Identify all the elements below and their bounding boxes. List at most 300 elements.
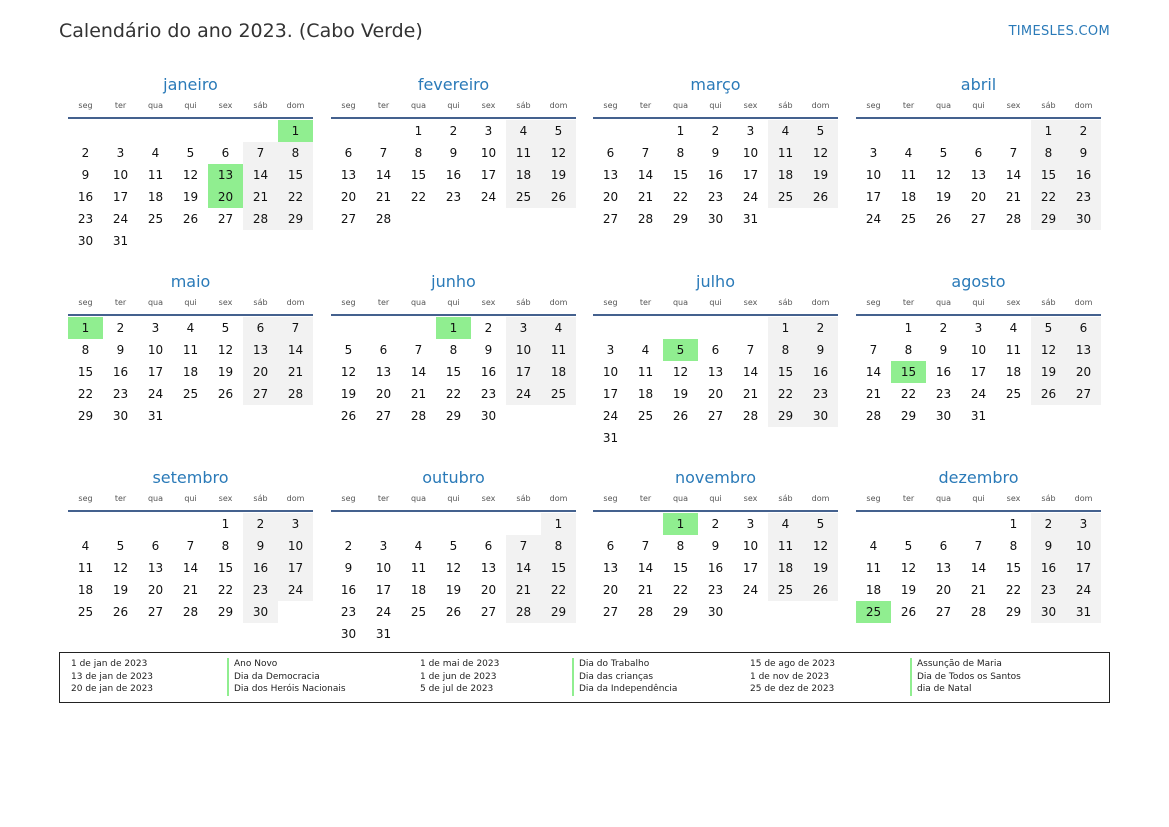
- weekday-label: qua: [147, 298, 164, 307]
- day-cell: 29: [278, 208, 313, 230]
- day-cell: 25: [506, 186, 541, 208]
- day-cell: 11: [506, 142, 541, 164]
- day-cell: 12: [1031, 339, 1066, 361]
- day-cell: 3: [746, 124, 755, 138]
- day-cell: 7: [186, 539, 195, 553]
- day-cell: 16: [1031, 557, 1066, 579]
- day-cell: 24: [112, 212, 129, 226]
- day-cell: 7: [1009, 146, 1018, 160]
- day-cell: 22: [1005, 583, 1022, 597]
- weekday-label: ter: [114, 101, 127, 110]
- day-cell-empty: [628, 317, 663, 339]
- day-cell: 22: [217, 583, 234, 597]
- day-cell: 21: [637, 583, 654, 597]
- day-cell: 27: [375, 409, 392, 423]
- legend-date: 15 de ago de 2023: [750, 659, 836, 669]
- day-cell: 23: [445, 190, 462, 204]
- day-cell: 27: [707, 409, 724, 423]
- day-cell: 20: [375, 387, 392, 401]
- day-cell: 3: [484, 124, 493, 138]
- day-cell: 18: [541, 361, 576, 383]
- day-cell-empty: [593, 513, 628, 535]
- day-cell: 20: [970, 190, 987, 204]
- day-cell: 5: [939, 146, 948, 160]
- weekday-label: dom: [811, 101, 830, 110]
- brand-link[interactable]: TIMESLES.COM: [1008, 24, 1110, 39]
- weekday-label: seg: [603, 298, 618, 307]
- day-cell-empty: [593, 317, 628, 339]
- day-cell: 23: [935, 387, 952, 401]
- day-cell: 1: [768, 317, 803, 339]
- month-name: setembro: [152, 468, 229, 487]
- day-cell: 11: [637, 365, 654, 379]
- legend-holiday-name: Dia da Independência: [572, 683, 677, 696]
- day-cell: 11: [768, 142, 803, 164]
- weekday-label: dom: [1074, 101, 1093, 110]
- legend-date: 1 de jun de 2023: [420, 671, 497, 682]
- day-cell: 10: [506, 339, 541, 361]
- weekday-label: qua: [935, 298, 952, 307]
- day-cell: 19: [541, 164, 576, 186]
- day-cell: 24: [1066, 579, 1101, 601]
- day-cell: 19: [340, 387, 357, 401]
- day-cell: 10: [480, 146, 497, 160]
- day-cell: 28: [865, 409, 882, 423]
- day-cell-empty: [856, 513, 891, 535]
- day-cell: 7: [869, 343, 878, 357]
- day-cell: 15: [278, 164, 313, 186]
- day-cell: 30: [1031, 601, 1066, 623]
- month-outubro: [331, 467, 576, 645]
- day-cell-empty: [506, 513, 541, 535]
- day-cell: 13: [147, 561, 164, 575]
- weekday-label: seg: [78, 494, 93, 503]
- day-cell-empty: [961, 120, 996, 142]
- month-janeiro: [68, 74, 313, 252]
- day-cell: 24: [970, 387, 987, 401]
- day-cell: 14: [182, 561, 199, 575]
- day-cell: 15: [768, 361, 803, 383]
- day-cell: 12: [340, 365, 357, 379]
- day-cell: 18: [77, 583, 94, 597]
- day-cell: 6: [1066, 317, 1101, 339]
- day-cell: 20: [147, 583, 164, 597]
- day-cell: 12: [803, 535, 838, 557]
- day-cell: 29: [217, 605, 234, 619]
- day-cell: 12: [935, 168, 952, 182]
- day-cell: 2: [484, 321, 493, 335]
- day-cell-empty: [926, 513, 961, 535]
- day-cell: 2: [243, 513, 278, 535]
- weekday-label: ter: [902, 494, 915, 503]
- day-cell: 16: [707, 561, 724, 575]
- weekday-label: dom: [286, 298, 305, 307]
- weekday-header: [331, 491, 576, 509]
- month-divider: [68, 510, 313, 512]
- weekday-label: seg: [603, 494, 618, 503]
- day-cell: 19: [803, 164, 838, 186]
- day-cell: 17: [506, 361, 541, 383]
- day-cell: 12: [803, 142, 838, 164]
- day-cell: 12: [445, 561, 462, 575]
- weekday-label: qua: [672, 494, 689, 503]
- day-cell: 28: [637, 605, 654, 619]
- day-cell: 17: [742, 561, 759, 575]
- day-cell: 26: [803, 186, 838, 208]
- weekday-label: sáb: [778, 494, 793, 503]
- day-cell: 23: [340, 605, 357, 619]
- month-julho: [593, 271, 838, 449]
- weekday-label: sex: [1006, 494, 1021, 503]
- day-cell: 31: [1066, 601, 1101, 623]
- day-cell: 1: [676, 124, 685, 138]
- weekday-header: [856, 295, 1101, 313]
- holiday-day-cell: 15: [891, 361, 926, 383]
- weekday-label: seg: [341, 101, 356, 110]
- day-cell: 19: [935, 190, 952, 204]
- day-grid: [68, 120, 313, 252]
- day-cell: 29: [1031, 208, 1066, 230]
- day-cell: 17: [278, 557, 313, 579]
- day-cell: 6: [243, 317, 278, 339]
- day-cell: 12: [672, 365, 689, 379]
- day-cell: 6: [939, 539, 948, 553]
- month-divider: [331, 314, 576, 316]
- day-cell: 23: [707, 583, 724, 597]
- day-cell: 20: [480, 583, 497, 597]
- day-cell: 24: [742, 583, 759, 597]
- day-cell: 8: [541, 535, 576, 557]
- weekday-label: qui: [184, 494, 197, 503]
- weekday-label: dom: [549, 298, 568, 307]
- day-cell: 22: [672, 190, 689, 204]
- holiday-day-cell: 25: [856, 601, 891, 623]
- weekday-label: sex: [1006, 101, 1021, 110]
- weekday-label: qui: [709, 298, 722, 307]
- weekday-label: qui: [447, 298, 460, 307]
- day-cell: 26: [217, 387, 234, 401]
- day-cell: 5: [1031, 317, 1066, 339]
- day-cell: 16: [480, 365, 497, 379]
- weekday-label: dom: [1074, 494, 1093, 503]
- day-cell: 8: [1031, 142, 1066, 164]
- day-cell: 14: [637, 168, 654, 182]
- legend-holiday-name: Dia dos Heróis Nacionais: [227, 683, 346, 696]
- day-cell: 19: [672, 387, 689, 401]
- day-cell: 12: [541, 142, 576, 164]
- day-cell: 26: [672, 409, 689, 423]
- day-cell: 2: [803, 317, 838, 339]
- weekday-label: qua: [147, 101, 164, 110]
- day-cell: 31: [970, 409, 987, 423]
- day-cell: 23: [77, 212, 94, 226]
- day-cell: 15: [410, 168, 427, 182]
- day-cell: 23: [1066, 186, 1101, 208]
- legend-date: 1 de mai de 2023: [420, 659, 500, 669]
- page-title: Calendário do ano 2023. (Cabo Verde): [59, 20, 423, 42]
- weekday-label: sáb: [1041, 298, 1056, 307]
- day-cell: 28: [278, 383, 313, 405]
- holiday-day-cell: 13: [208, 164, 243, 186]
- day-cell: 6: [711, 343, 720, 357]
- day-cell: 25: [77, 605, 94, 619]
- day-cell: 7: [506, 535, 541, 557]
- day-cell: 16: [707, 168, 724, 182]
- day-cell: 11: [182, 343, 199, 357]
- day-cell: 8: [676, 539, 685, 553]
- day-cell-empty: [961, 513, 996, 535]
- weekday-header: [331, 98, 576, 116]
- day-cell: 23: [480, 387, 497, 401]
- month-name: agosto: [951, 272, 1006, 291]
- day-cell: 20: [243, 361, 278, 383]
- day-cell: 14: [243, 164, 278, 186]
- month-novembro: [593, 467, 838, 623]
- day-cell: 14: [375, 168, 392, 182]
- month-name: outubro: [422, 468, 485, 487]
- weekday-label: sex: [1006, 298, 1021, 307]
- weekday-label: dom: [286, 494, 305, 503]
- day-cell: 12: [900, 561, 917, 575]
- legend-row: [60, 658, 1109, 671]
- weekday-header: [856, 98, 1101, 116]
- day-cell: 30: [935, 409, 952, 423]
- legend-date: 13 de jan de 2023: [71, 671, 154, 682]
- day-cell: 18: [768, 164, 803, 186]
- weekday-label: qui: [447, 101, 460, 110]
- weekday-label: qua: [410, 298, 427, 307]
- day-cell-empty: [926, 120, 961, 142]
- day-cell-empty: [996, 120, 1031, 142]
- day-cell: 16: [340, 583, 357, 597]
- day-cell: 13: [1066, 339, 1101, 361]
- legend-holiday-name: Dia das crianças: [572, 671, 653, 684]
- day-cell: 18: [768, 557, 803, 579]
- day-cell: 2: [711, 124, 720, 138]
- day-cell: 23: [803, 383, 838, 405]
- day-cell: 14: [637, 561, 654, 575]
- day-cell: 12: [182, 168, 199, 182]
- day-grid: [68, 513, 313, 623]
- day-cell: 8: [1009, 539, 1018, 553]
- weekday-label: qua: [410, 494, 427, 503]
- day-cell: 11: [768, 535, 803, 557]
- day-cell: 16: [112, 365, 129, 379]
- weekday-label: qua: [672, 298, 689, 307]
- day-cell: 18: [506, 164, 541, 186]
- weekday-label: ter: [377, 298, 390, 307]
- day-cell: 26: [900, 605, 917, 619]
- day-cell: 26: [445, 605, 462, 619]
- day-grid: [68, 317, 313, 427]
- day-cell: 4: [768, 513, 803, 535]
- weekday-header: [593, 491, 838, 509]
- month-divider: [331, 510, 576, 512]
- day-grid: [856, 317, 1101, 427]
- day-cell: 3: [379, 539, 388, 553]
- day-cell: 8: [449, 343, 458, 357]
- weekday-label: sáb: [1041, 494, 1056, 503]
- weekday-label: qua: [147, 494, 164, 503]
- day-cell: 18: [182, 365, 199, 379]
- day-cell: 9: [711, 539, 720, 553]
- day-cell: 25: [541, 383, 576, 405]
- day-cell-empty: [331, 513, 366, 535]
- weekday-label: sex: [743, 494, 758, 503]
- legend-date: 5 de jul de 2023: [420, 684, 494, 694]
- day-cell: 29: [77, 409, 94, 423]
- weekday-label: qui: [972, 494, 985, 503]
- day-cell: 2: [939, 321, 948, 335]
- legend-date: 1 de nov de 2023: [750, 671, 830, 682]
- day-cell: 17: [375, 583, 392, 597]
- weekday-label: sáb: [253, 101, 268, 110]
- day-cell: 7: [414, 343, 423, 357]
- month-divider: [856, 314, 1101, 316]
- day-cell-empty: [856, 120, 891, 142]
- holiday-day-cell: 1: [278, 120, 313, 142]
- day-cell: 30: [803, 405, 838, 427]
- weekday-label: sáb: [1041, 101, 1056, 110]
- day-cell: 21: [278, 361, 313, 383]
- legend-date: 20 de jan de 2023: [71, 684, 154, 694]
- day-cell: 31: [147, 409, 164, 423]
- day-cell: 1: [1009, 517, 1018, 531]
- day-cell: 3: [506, 317, 541, 339]
- day-cell: 28: [742, 409, 759, 423]
- day-cell: 7: [746, 343, 755, 357]
- day-cell: 23: [112, 387, 129, 401]
- day-cell: 30: [77, 234, 94, 248]
- day-cell: 9: [711, 146, 720, 160]
- day-cell: 15: [445, 365, 462, 379]
- day-cell-empty: [366, 513, 401, 535]
- day-cell: 15: [541, 557, 576, 579]
- day-cell: 13: [707, 365, 724, 379]
- day-cell: 4: [414, 539, 423, 553]
- day-cell: 13: [243, 339, 278, 361]
- day-cell-empty: [366, 317, 401, 339]
- weekday-label: qua: [935, 101, 952, 110]
- day-cell: 17: [112, 190, 129, 204]
- day-cell: 24: [506, 383, 541, 405]
- day-cell: 1: [904, 321, 913, 335]
- day-cell: 22: [672, 583, 689, 597]
- day-cell: 1: [541, 513, 576, 535]
- day-cell: 25: [182, 387, 199, 401]
- day-cell: 6: [974, 146, 983, 160]
- weekday-header: [68, 491, 313, 509]
- day-cell-empty: [173, 120, 208, 142]
- day-cell: 8: [221, 539, 230, 553]
- weekday-label: dom: [811, 298, 830, 307]
- month-divider: [856, 510, 1101, 512]
- day-cell: 27: [340, 212, 357, 226]
- day-cell: 18: [410, 583, 427, 597]
- weekday-label: sex: [218, 101, 233, 110]
- day-cell: 5: [541, 120, 576, 142]
- day-cell: 16: [1066, 164, 1101, 186]
- day-cell: 8: [81, 343, 90, 357]
- weekday-label: seg: [866, 101, 881, 110]
- month-divider: [68, 117, 313, 119]
- day-cell: 29: [672, 212, 689, 226]
- day-cell: 18: [147, 190, 164, 204]
- day-cell: 9: [484, 343, 493, 357]
- day-cell: 21: [243, 186, 278, 208]
- day-cell: 19: [182, 190, 199, 204]
- day-cell: 24: [375, 605, 392, 619]
- day-cell: 8: [904, 343, 913, 357]
- day-cell: 28: [970, 605, 987, 619]
- day-cell: 28: [637, 212, 654, 226]
- day-cell: 17: [602, 387, 619, 401]
- weekday-label: qua: [935, 494, 952, 503]
- day-cell: 5: [186, 146, 195, 160]
- day-cell: 3: [746, 517, 755, 531]
- day-cell: 28: [1005, 212, 1022, 226]
- month-divider: [593, 117, 838, 119]
- weekday-header: [593, 295, 838, 313]
- day-cell-empty: [733, 317, 768, 339]
- day-cell: 27: [602, 212, 619, 226]
- day-cell-empty: [401, 513, 436, 535]
- day-cell: 30: [707, 212, 724, 226]
- day-cell: 14: [278, 339, 313, 361]
- weekday-label: qui: [184, 298, 197, 307]
- day-cell: 7: [641, 146, 650, 160]
- day-cell: 30: [480, 409, 497, 423]
- day-cell: 25: [147, 212, 164, 226]
- day-cell: 10: [602, 365, 619, 379]
- day-cell-empty: [891, 120, 926, 142]
- weekday-label: sex: [481, 298, 496, 307]
- month-junho: [331, 271, 576, 427]
- day-cell: 9: [803, 339, 838, 361]
- day-cell: 4: [186, 321, 195, 335]
- day-cell-empty: [138, 120, 173, 142]
- weekday-label: sáb: [516, 101, 531, 110]
- day-cell: 11: [900, 168, 917, 182]
- day-cell: 15: [1031, 164, 1066, 186]
- day-cell: 19: [445, 583, 462, 597]
- day-cell: 10: [1066, 535, 1101, 557]
- day-cell: 20: [935, 583, 952, 597]
- day-cell: 2: [1031, 513, 1066, 535]
- day-cell: 24: [742, 190, 759, 204]
- day-cell: 19: [1031, 361, 1066, 383]
- day-cell: 11: [541, 339, 576, 361]
- day-cell: 14: [410, 365, 427, 379]
- weekday-label: ter: [377, 494, 390, 503]
- weekday-label: dom: [549, 494, 568, 503]
- weekday-label: qua: [410, 101, 427, 110]
- day-cell: 1: [221, 517, 230, 531]
- day-cell: 11: [77, 561, 94, 575]
- legend-holiday-name: Assunção de Maria: [910, 658, 1002, 671]
- day-cell: 22: [1031, 186, 1066, 208]
- day-grid: [331, 513, 576, 645]
- month-abril: [856, 74, 1101, 230]
- day-cell: 9: [344, 561, 353, 575]
- day-cell: 23: [707, 190, 724, 204]
- day-cell: 15: [1005, 561, 1022, 575]
- day-cell: 29: [541, 601, 576, 623]
- day-cell-empty: [138, 513, 173, 535]
- legend-date: 25 de dez de 2023: [750, 684, 835, 694]
- day-cell: 26: [803, 579, 838, 601]
- day-cell: 17: [147, 365, 164, 379]
